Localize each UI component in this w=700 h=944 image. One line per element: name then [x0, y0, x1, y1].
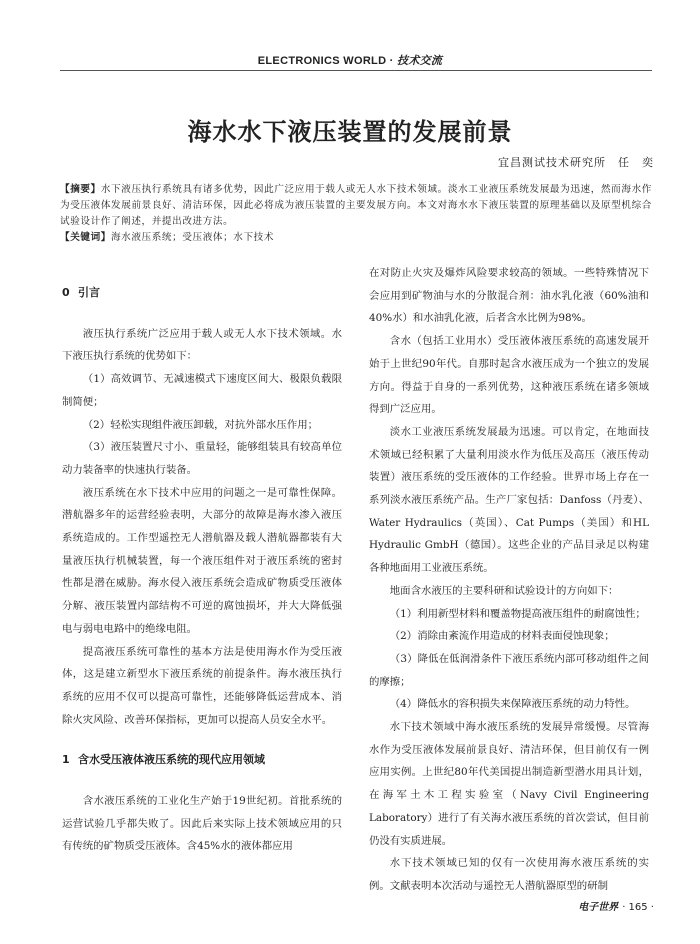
- paragraph: 水下技术领域已知的仅有一次使用海水液压系统的实例。文献表明本次活动与遥控无人潜航器原型的研制: [369, 857, 649, 892]
- paragraph: 提高液压系统可靠性的基本方法是使用海水作为受压液体，这是建立新型水下液压系统的前提条件。海水液压执行系统的应用不仅可以提高可靠性，还能够降低运营成本、消除火灾风险、改善环保指标，更加可以提高人员安全水平。: [62, 645, 342, 726]
- keywords-label: 【关键词】: [60, 232, 111, 243]
- author-affiliation: 宜昌测试技术研究所 任 奕: [498, 156, 654, 169]
- list-item: （2）消除由紊流作用造成的材料表面侵蚀现象；: [389, 630, 615, 643]
- list-item: （1）高效调节、无减速模式下速度区间大、极限负载限制简便；: [62, 373, 342, 408]
- section-0-heading: 0 引言: [62, 286, 100, 299]
- paragraph: 水下技术领域中海水液压系统的发展异常缓慢。尽管海水作为受压液体发展前景良好、清洁环保，但目前仅有一例应用实例。上世纪80年代美国提出制造新型潜水用具计划，在海军土木工程实验室（Navy Civil Engineering Laboratory）进行了有关海水液压系统的首次尝试，但目前仍没有实质进展。: [369, 721, 649, 847]
- paragraph: 淡水工业液压系统发展最为迅速。可以肯定，在地面技术领域已经积累了大量利用淡水作为低压及高压（液压传动装置）液压系统的受压液体的工作经验。世界市场上存在一系列淡水液压系统产品。生产厂家包括：Danfoss（丹麦）、Water Hydraulics（英国）、Cat Pumps（美国）和HL Hydraulic GmbH（德国）。这些企业的产品目录足以构建各种地面用工业液压系统。: [369, 425, 649, 575]
- running-header: [0, 52, 700, 68]
- header-separator: ·: [386, 55, 398, 67]
- article-title: 海水水下液压装置的发展前景: [187, 118, 513, 146]
- abstract-label: 【摘要】: [60, 184, 101, 195]
- list-item: （3）液压装置尺寸小、重量轻，能够组装具有较高单位动力装备率的快速执行装备。: [62, 441, 342, 476]
- paragraph: 地面含水液压的主要科研和试验设计的方向如下：: [389, 584, 619, 597]
- keywords-text: 海水液压系统；受压液体；水下技术: [110, 232, 275, 243]
- list-item: （3）降低在低润滑条件下液压系统内部可移动组件之间的摩擦；: [369, 652, 649, 688]
- paragraph: 含水液压系统的工业化生产始于19世纪初。首批系统的运营试验几乎都失败了。因此后来实际上技术领域应用的只有传统的矿物质受压液体。含45%水的液体都应用: [62, 795, 342, 853]
- left-column: [62, 262, 342, 858]
- list-item: （2）轻松实现组件液压卸载，对抗外部水压作用；: [82, 418, 318, 431]
- page-number: · 165 ·: [622, 902, 654, 913]
- page-footer: [578, 898, 654, 913]
- list-item: （4）降低水的容积损失来保障液压系统的动力特性。: [389, 698, 636, 711]
- magazine-logo: 电子世界: [578, 902, 619, 913]
- section-1-heading: 1 含水受压液体液压系统的现代应用领域: [62, 753, 265, 767]
- list-item: （1）利用新型材料和覆盖物提高液压组件的耐腐蚀性；: [389, 607, 646, 620]
- journal-name: ELECTRONICS WORLD: [257, 55, 387, 67]
- abstract-text: 水下液压执行系统具有诸多优势，因此广泛应用于载人或无人水下技术领域。淡水工业液压系统发展最为迅速，然而海水作为受压液体发展前景良好、清洁环保，因此必将成为液压装置的主要发展方向。本文对海水水下液压装置的原理基础以及原型机综合试验设计作了阐述，并提出改进方法。: [60, 184, 652, 227]
- header-rule: [60, 70, 652, 71]
- right-column: [369, 262, 649, 898]
- paragraph: 液压执行系统广泛应用于载人或无人水下技术领域。水下液压执行系统的优势如下：: [62, 327, 342, 363]
- paragraph: 在对防止火灾及爆炸风险要求较高的领域。一些特殊情况下会应用到矿物油与水的分散混合剂：油水乳化液（60%油和40%水）和水油乳化液，后者含水比例为98%。: [369, 267, 649, 325]
- abstract-block: [60, 182, 652, 246]
- paragraph: 含水（包括工业用水）受压液体液压系统的高速发展开始于上世纪90年代。自那时起含水液压成为一个独立的发展方向。得益于自身的一系列优势，这种液压系统在诸多领域得到广泛应用。: [369, 335, 649, 416]
- paragraph: 液压系统在水下技术中应用的问题之一是可靠性保障。潜航器多年的运营经验表明，大部分的故障是海水渗入液压系统造成的。工作型遥控无人潜航器及载人潜航器都装有大量液压执行机械装置，每一个液压组件对于液压系统的密封性都是潜在威胁。海水侵入液压系统会造成矿物质受压液体分解、液压装置内部结构不可逆的腐蚀损坏，并大大降低强电与弱电电路中的绝缘电阻。: [62, 486, 342, 635]
- section-name: 技术交流: [397, 55, 443, 67]
